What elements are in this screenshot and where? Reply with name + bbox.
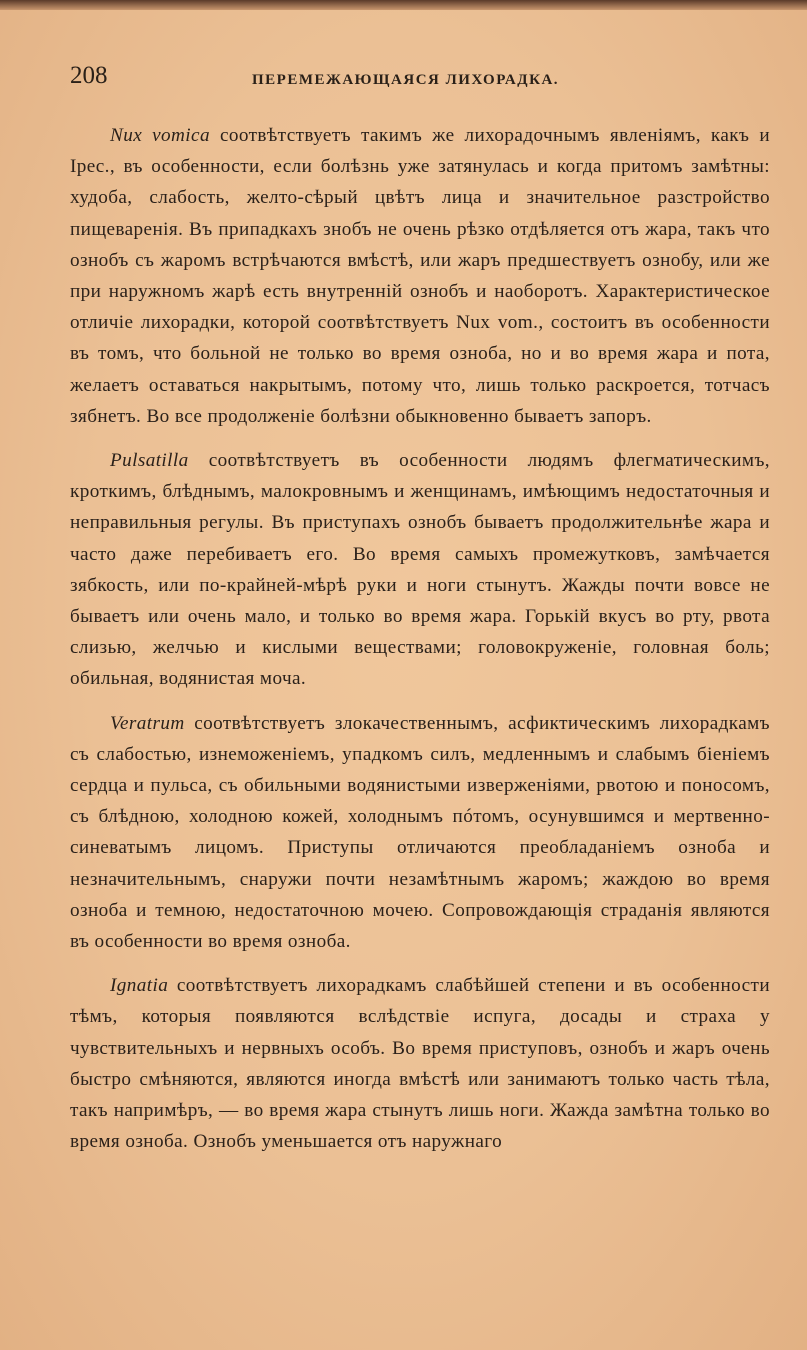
remedy-name: Pulsatilla (110, 450, 189, 472)
remedy-name: Veratrum (110, 712, 185, 734)
page-header (70, 62, 770, 102)
page-body (70, 120, 770, 1171)
paragraph-text: соотвѣтствуетъ злокачественнымъ, асфиктическимъ лихорадкамъ съ слабостью, изнеможеніемъ, упадкомъ силъ, медленнымъ и слабымъ біеніемъ сердца и пульса, съ обильными водянистыми изверженіями, рвотою и поносомъ, съ блѣдною, холодною кожей, холоднымъ пóтомъ, осунувшимся и мертвенно-синеватымъ лицомъ. Приступы отличаются преобладаніемъ озноба и незначительнымъ, снаружи почти незамѣтнымъ жаромъ; жаждою во время озноба и темною, недостаточною мочею. Сопровождающія страданія являются въ особенности во время озноба. (70, 712, 770, 953)
paragraph-text: соотвѣтствуетъ такимъ же лихорадочнымъ явленіямъ, какъ и Ipec., въ особенности, если болѣзнь уже затянулась и когда притомъ замѣтны: худоба, слабость, желто-сѣрый цвѣтъ лица и значительное разстройство пищеваренія. Въ припадкахъ знобъ не очень рѣзко отдѣляется отъ жара, такъ что ознобъ съ жаромъ встрѣчаются вмѣстѣ, или жаръ предшествуетъ ознобу, или же при наружномъ жарѣ есть внутренній ознобъ и наоборотъ. Характеристическое отличіе лихорадки, которой соотвѣтствуетъ Nux vom., состоитъ въ особенности въ томъ, что больной не только во время озноба, но и во время жара и пота, желаетъ оставаться накрытымъ, потому что, лишь только раскроется, тотчасъ зябнетъ. Во все продолженіе болѣзни обыкновенно бываетъ запоръ. (70, 125, 770, 427)
paragraph-ignatia (70, 970, 770, 1157)
remedy-name: Ignatia (110, 975, 169, 997)
page-number: 208 (70, 62, 108, 89)
remedy-name: Nux vomica (110, 125, 210, 146)
paragraph-text: соотвѣтствуетъ въ особенности людямъ флегматическимъ, кроткимъ, блѣднымъ, малокровнымъ и женщинамъ, имѣющимъ недостаточныя и неправильныя регулы. Въ приступахъ ознобъ бываетъ продолжительнѣе жара и часто даже перебиваетъ его. Во время самыхъ промежутковъ, замѣчается зябкость, или по-крайней-мѣрѣ руки и ноги стынутъ. Жажды почти вовсе не бываетъ или очень мало, и только во время жара. Горькій вкусъ во рту, рвота слизью, желчью и кислыми веществами; головокруженіе, головная боль; обильная, водянистая моча. (70, 450, 770, 690)
page-top-edge (0, 0, 807, 10)
running-title: ПЕРЕМЕЖАЮЩАЯСЯ ЛИХОРАДКА. (252, 72, 560, 88)
paragraph-pulsatilla (70, 445, 770, 695)
paragraph-veratrum (70, 708, 770, 958)
paragraph-text: соотвѣтствуетъ лихорадкамъ слабѣйшей степени и въ особенности тѣмъ, которыя появляются вслѣдствіе испуга, досады и страха у чувствительныхъ и нервныхъ особъ. Во время приступовъ, ознобъ и жаръ очень быстро смѣняются, являются иногда вмѣстѣ или занимаютъ только часть тѣла, такъ напримѣръ, — во время жара стынутъ лишь ноги. Жажда замѣтна только во время озноба. Ознобъ уменьшается отъ наружнаго (70, 975, 770, 1153)
paragraph-nux-vomica (70, 120, 770, 432)
